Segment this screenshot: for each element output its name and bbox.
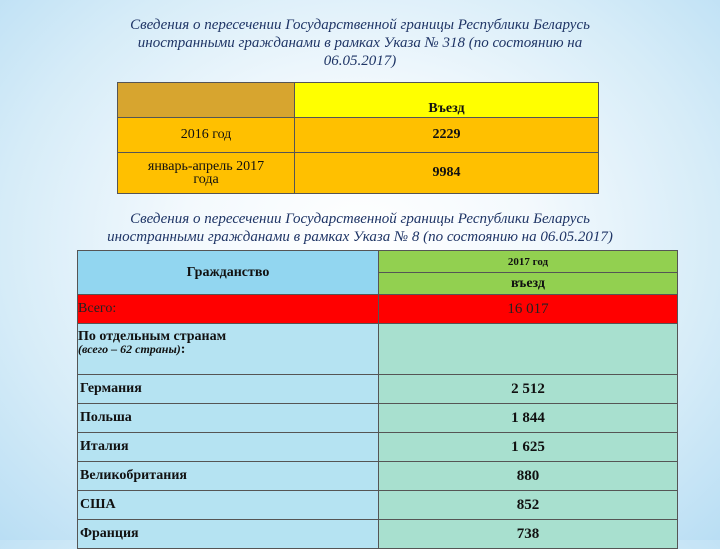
- country-value: 880: [379, 462, 678, 491]
- country-name: США: [78, 491, 379, 520]
- title-line: 06.05.2017): [323, 53, 397, 69]
- title-line: Сведения о пересечении Государственной границы Республики Беларусь: [130, 211, 590, 227]
- country-name: Италия: [78, 433, 379, 462]
- period-label-line: январь-апрель 2017: [147, 159, 265, 174]
- country-value: 738: [379, 520, 678, 549]
- entry-header: въезд: [379, 273, 678, 295]
- citizenship-header: Гражданство: [78, 251, 379, 295]
- by-country-value: [379, 324, 678, 375]
- title-decree-8: [40, 210, 680, 246]
- entry-header: Въезд: [295, 83, 599, 118]
- period-label: [118, 153, 295, 194]
- year-header: 2017 год: [379, 251, 678, 273]
- table-row: [118, 83, 599, 118]
- table-row: [78, 324, 678, 375]
- title-line: Сведения о пересечении Государственной границы Республики Беларусь: [130, 17, 590, 33]
- entry-table-decree-318: [117, 82, 599, 194]
- empty-header-cell: [118, 83, 295, 118]
- by-country-count: (всего – 62 страны): [78, 342, 181, 356]
- country-value: 1 625: [379, 433, 678, 462]
- country-name: Польша: [78, 404, 379, 433]
- country-name: Франция: [78, 520, 379, 549]
- period-label-line: года: [193, 172, 219, 187]
- title-line: иностранными гражданами в рамках Указа № 8 (по состоянию на 06.05.2017): [107, 229, 613, 245]
- table-row: [118, 153, 599, 194]
- entry-value: 2229: [295, 118, 599, 153]
- table-row: [78, 404, 678, 433]
- country-name: Великобритания: [78, 462, 379, 491]
- title-line: иностранными гражданами в рамках Указа № 318 (по состоянию на: [137, 35, 583, 51]
- country-value: 852: [379, 491, 678, 520]
- table-row: [78, 295, 678, 324]
- period-label: 2016 год: [118, 118, 295, 153]
- table-row: [78, 491, 678, 520]
- by-country-label: [78, 324, 379, 375]
- table-row: [78, 251, 678, 273]
- total-value: 16 017: [379, 295, 678, 324]
- country-value: 1 844: [379, 404, 678, 433]
- title-decree-318: [60, 16, 660, 70]
- table-row: [78, 375, 678, 404]
- entry-table-decree-8: [77, 250, 678, 549]
- table-row: [78, 433, 678, 462]
- by-country-note: [78, 343, 378, 356]
- table-row: [78, 520, 678, 549]
- by-country-line: По отдельным странам: [78, 329, 227, 344]
- table-row: [78, 462, 678, 491]
- total-label: Всего:: [78, 295, 379, 324]
- entry-value: 9984: [295, 153, 599, 194]
- table-row: [118, 118, 599, 153]
- country-name: Германия: [78, 375, 379, 404]
- by-country-colon: :: [180, 342, 186, 357]
- country-value: 2 512: [379, 375, 678, 404]
